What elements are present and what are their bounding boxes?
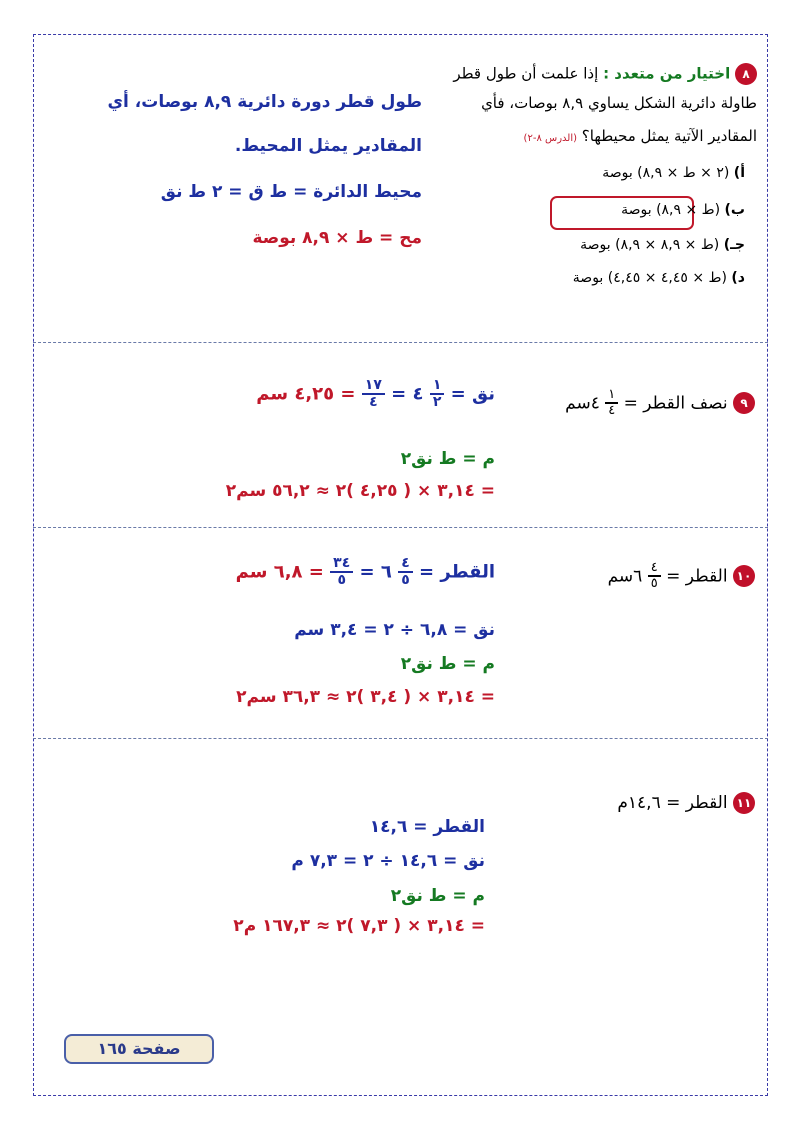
- q8-answer-line2: المقادير يمثل المحيط.: [234, 136, 422, 156]
- q8-answer-line1: طول قطر دورة دائرية ٨,٩ بوصات، أي: [107, 92, 422, 112]
- q11-number-badge: ١١: [733, 792, 755, 814]
- q11-result: = ٣,١٤ × ( ٧,٣ )٢ ≈ ١٦٧,٣ م٢: [233, 916, 485, 936]
- q8-line2: طاولة دائرية الشكل يساوي ٨,٩ بوصات، فأي: [481, 94, 757, 112]
- q10-fraction-improper: $\frac{٣٤}{٥}$: [330, 556, 353, 589]
- q9-fraction-half: $\frac{١}{٢}$: [430, 378, 445, 411]
- separator-2: [33, 527, 768, 528]
- q9-result: = ٣,١٤ × ( ٤,٢٥ )٢ ≈ ٥٦,٢ سم٢: [225, 481, 495, 501]
- q10-question: ١٠ القطر = $\frac{٤}{٥}$ ٦سم: [608, 561, 755, 592]
- page-number-label: صفحة ١٦٥: [97, 1039, 181, 1058]
- q8-lesson-ref: (الدرس ٨-٢): [523, 133, 578, 144]
- q8-title: اختيار من متعدد :: [603, 64, 731, 83]
- separator-3: [33, 738, 768, 739]
- q8-answer-line4: مح = ط × ٨,٩ بوصة: [252, 228, 422, 248]
- q8-number-badge: ٨: [735, 63, 757, 85]
- q9-question: ٩ نصف القطر = $\frac{١}{٤}$ ٤سم: [565, 388, 755, 419]
- q10-result: = ٣,١٤ × ( ٣,٤ )٢ ≈ ٣٦,٣ سم٢: [236, 687, 495, 707]
- q8-line3: المقادير الآتية يمثل محيطها؟: [581, 127, 757, 145]
- q8-line1: إذا علمت أن طول قطر: [453, 64, 599, 83]
- q8-option-b: ب) (ط × ٨,٩) بوصة: [621, 202, 745, 218]
- q11-question: ١١ القطر = ١٤,٦م: [617, 792, 755, 814]
- q8-option-a: أ) (٢ × ط × ٨,٩) بوصة: [602, 165, 745, 181]
- q11-diameter: القطر = ١٤,٦: [369, 817, 485, 837]
- q9-fraction-improper: $\frac{١٧}{٤}$: [362, 378, 385, 411]
- q9-question-fraction: $\frac{١}{٤}$: [605, 388, 618, 419]
- q9-formula: م = ط نق٢: [400, 449, 495, 469]
- q10-fraction-mixed: $\frac{٤}{٥}$: [398, 556, 413, 589]
- q10-formula: م = ط نق٢: [400, 654, 495, 674]
- q9-number-badge: ٩: [733, 392, 755, 414]
- q8-header: [453, 63, 757, 85]
- separator-1: [33, 342, 768, 343]
- q10-question-fraction: $\frac{٤}{٥}$: [648, 561, 661, 592]
- q8-option-c: جـ) (ط × ٨,٩ × ٨,٩) بوصة: [580, 237, 745, 253]
- q8-answer-line3: محيط الدائرة = ط ق = ٢ ط نق: [160, 182, 422, 202]
- q11-formula: م = ط نق٢: [390, 886, 485, 906]
- q8-option-d: د) (ط × ٤,٤٥ × ٤,٤٥) بوصة: [572, 270, 745, 286]
- q8-line3-row: [524, 127, 757, 145]
- q9-answer-radius: نق = $\frac{١}{٢}$ ٤ = $\frac{١٧}{٤}$ = ٤,٢٥ سم: [256, 377, 495, 411]
- q10-answer-diameter: القطر = $\frac{٤}{٥}$ ٦ = $\frac{٣٤}{٥}$ = ٦,٨ سم: [235, 555, 495, 589]
- q10-number-badge: ١٠: [733, 565, 755, 587]
- q10-radius: نق = ٦,٨ ÷ ٢ = ٣,٤ سم: [294, 620, 495, 640]
- q11-radius: نق = ١٤,٦ ÷ ٢ = ٧,٣ م: [291, 851, 485, 871]
